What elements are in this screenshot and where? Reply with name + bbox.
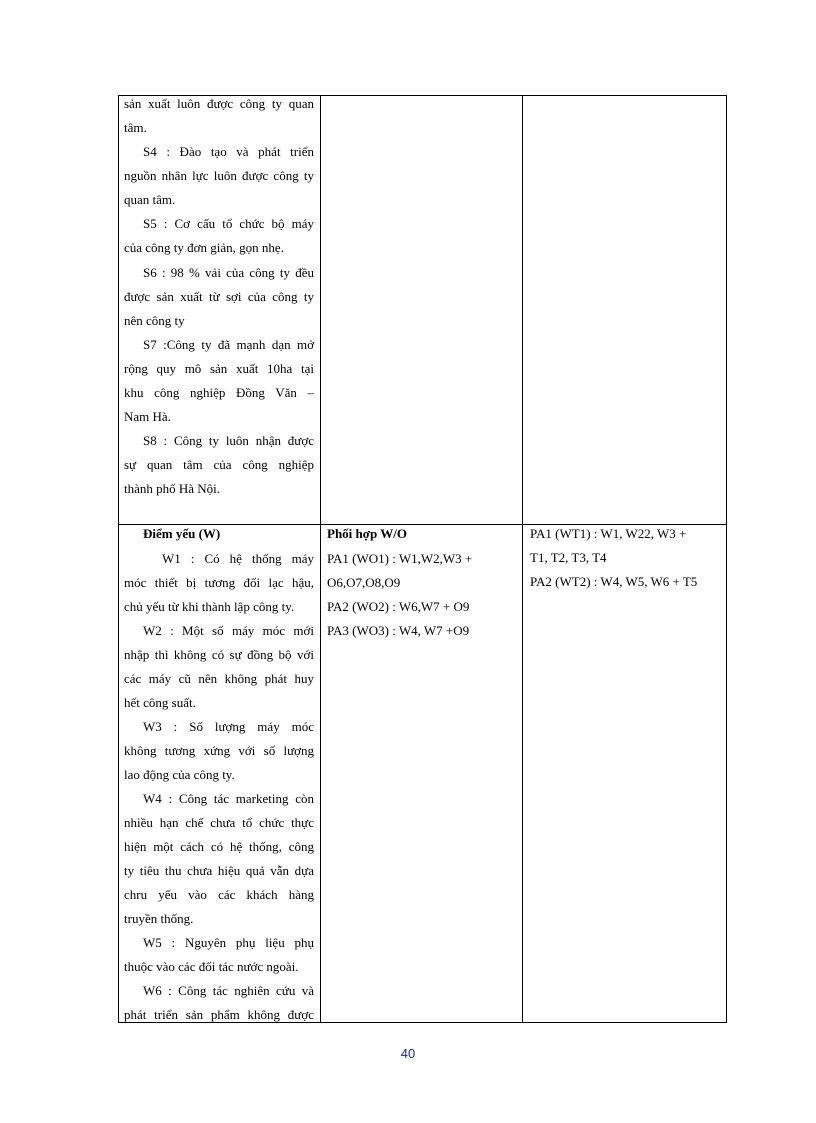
strength-line: Nam Hà. bbox=[124, 409, 171, 424]
table-border-col2 bbox=[522, 95, 523, 1023]
page-number: 40 bbox=[400, 1046, 416, 1061]
weakness-line: hết công suất. bbox=[124, 695, 196, 710]
wo-line: PA2 (WO2) : W6,W7 + O9 bbox=[327, 599, 470, 614]
weakness-line: W1 : Có hệ thống máy bbox=[162, 551, 314, 566]
strength-line: tâm. bbox=[124, 120, 147, 135]
strength-line: sản xuất luôn được công ty quan bbox=[124, 96, 314, 111]
weakness-line: không tương xứng với số lượng bbox=[124, 743, 314, 758]
weakness-line: W4 : Công tác marketing còn bbox=[143, 791, 314, 806]
strength-line: S5 : Cơ cấu tổ chức bộ máy bbox=[143, 216, 314, 231]
strength-line: S4 : Đào tạo và phát triển bbox=[143, 144, 314, 159]
weakness-line: W6 : Công tác nghiên cứu và bbox=[143, 983, 314, 998]
wo-line: PA1 (WO1) : W1,W2,W3 + bbox=[327, 551, 473, 566]
weakness-line: các máy cũ nên không phát huy bbox=[124, 671, 314, 686]
strength-line: S6 : 98 % vải của công ty đều bbox=[143, 265, 314, 280]
wo-line: PA3 (WO3) : W4, W7 +O9 bbox=[327, 623, 470, 638]
weakness-line: nhập thì không có sự đồng bộ với bbox=[124, 647, 314, 662]
weakness-line: thuộc vào các đối tác nước ngoài. bbox=[124, 959, 299, 974]
strength-line: rộng quy mô sản xuất 10ha tại bbox=[124, 361, 314, 376]
table-border-left bbox=[118, 95, 119, 1023]
weakness-line: móc thiết bị tương đối lạc hậu, bbox=[124, 575, 314, 590]
strength-line: S8 : Công ty luôn nhận được bbox=[143, 433, 314, 448]
strength-line: thành phố Hà Nội. bbox=[124, 481, 221, 496]
weakness-line: chủ yếu từ khi thành lập công ty. bbox=[124, 599, 295, 614]
table-border-right bbox=[726, 95, 727, 1023]
wt-line: T1, T2, T3, T4 bbox=[530, 550, 607, 565]
strength-line: của công ty đơn giản, gọn nhẹ. bbox=[124, 240, 284, 255]
weaknesses-heading: Điểm yếu (W) bbox=[143, 526, 221, 541]
wo-line: O6,O7,O8,O9 bbox=[327, 575, 401, 590]
strength-line: được sản xuất từ sợi của công ty bbox=[124, 289, 314, 304]
weakness-line: hiện một cách có hệ thống, công bbox=[124, 839, 314, 854]
strength-line: khu công nghiệp Đồng Văn – bbox=[124, 385, 314, 400]
strength-line: nên công ty bbox=[124, 313, 185, 328]
weakness-line: W5 : Nguyên phụ liệu phụ bbox=[143, 935, 314, 950]
wo-heading: Phối hợp W/O bbox=[327, 526, 407, 541]
weakness-line: nhiều hạn chế chưa tổ chức thực bbox=[124, 815, 314, 830]
weakness-line: chru yếu vào các khách hàng bbox=[124, 887, 314, 902]
strength-line: S7 :Công ty đã mạnh dạn mở bbox=[143, 337, 314, 352]
wt-line: PA1 (WT1) : W1, W22, W3 + bbox=[530, 526, 687, 541]
weakness-line: ty tiêu thu chưa hiệu quả vẫn dựa bbox=[124, 863, 314, 878]
weakness-line: truyền thống. bbox=[124, 911, 194, 926]
wt-line: PA2 (WT2) : W4, W5, W6 + T5 bbox=[530, 574, 698, 589]
strength-line: sự quan tâm của công nghiệp bbox=[124, 457, 314, 472]
weakness-line: W3 : Số lượng máy móc bbox=[143, 719, 314, 734]
table-border-col1 bbox=[320, 95, 321, 1023]
weakness-line: lao động của công ty. bbox=[124, 767, 235, 782]
weakness-line: W2 : Một số máy móc mới bbox=[143, 623, 314, 638]
strength-line: nguồn nhân lực luôn được công ty bbox=[124, 168, 314, 183]
strength-line: quan tâm. bbox=[124, 192, 176, 207]
weakness-line: phát triển sản phẩm không được bbox=[124, 1007, 314, 1022]
